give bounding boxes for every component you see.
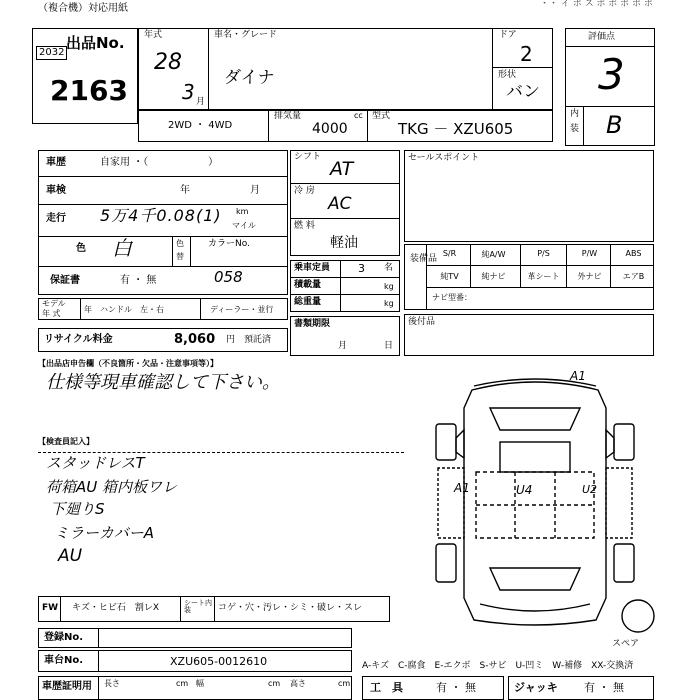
warranty-value: 有 ・ 無 bbox=[120, 275, 157, 286]
displacement-label: 排気量 bbox=[274, 111, 302, 121]
color-value: 白 bbox=[112, 236, 132, 260]
after-install-block bbox=[404, 314, 654, 356]
model-value: TKG － XZU605 bbox=[398, 120, 514, 138]
shift-value: AT bbox=[330, 158, 354, 180]
score-label: 評価点 bbox=[588, 32, 616, 42]
equipment-item: 純A/W bbox=[481, 250, 506, 259]
damage-legend: A-キズ C-腐食 E-エクボ S-サビ U-凹ミ W-補修 XX-交換済 bbox=[362, 661, 634, 671]
diagram-mark-top: A1 bbox=[570, 369, 586, 383]
score-value: 3 bbox=[598, 50, 625, 99]
inspection-label: 車検 bbox=[46, 185, 66, 196]
fuel-value: 軽油 bbox=[330, 235, 358, 251]
year-value: 28 bbox=[154, 50, 182, 75]
shape-value: バン bbox=[506, 82, 540, 102]
after-install-label: 後付品 bbox=[408, 317, 436, 327]
fw-label: FW bbox=[42, 603, 59, 613]
inspector-notes-label: 【検査員記入】 bbox=[38, 437, 94, 446]
name-label: 車名・グレード bbox=[214, 30, 278, 40]
fw-text: キズ・ヒビ石 割レX bbox=[72, 603, 159, 613]
mileage-value: 5万4千0.08(1) bbox=[100, 206, 222, 225]
jack-value: 有 ・ 無 bbox=[584, 681, 624, 694]
ac-label: 冷 房 bbox=[294, 186, 315, 196]
sales-point-block bbox=[404, 150, 654, 242]
equipment-item: エアB bbox=[622, 272, 645, 281]
header-partial-text: ・・ イ ポ ス ポ ポ ポ ポ ポ bbox=[540, 0, 653, 9]
diagram-mark-right: U2 bbox=[582, 483, 598, 496]
seat-text: コゲ・穴・汚レ・シミ・破レ・スレ bbox=[218, 603, 363, 613]
lot-label: 出品No. bbox=[66, 34, 125, 52]
capacity-value: 3 bbox=[358, 262, 365, 275]
color-code-label: カラーNo. bbox=[208, 239, 250, 249]
sales-point-label: セールスポイント bbox=[408, 153, 480, 163]
equipment-item: P/S bbox=[537, 249, 550, 258]
spare-label: スペア bbox=[612, 639, 640, 649]
recycle-status: 預託済 bbox=[244, 335, 272, 345]
car-name: ダイナ bbox=[224, 68, 275, 88]
displacement-value: 4000 bbox=[312, 121, 348, 137]
shape-label: 形状 bbox=[498, 70, 517, 80]
equipment-item: ABS bbox=[625, 249, 642, 258]
fuel-label: 燃 料 bbox=[294, 221, 315, 231]
inspector-line-4: ミラーカバーA bbox=[54, 524, 154, 542]
chassis-value: XZU605-0012610 bbox=[170, 655, 268, 668]
chassis-label: 車台No. bbox=[44, 655, 84, 666]
equipment-item: 外ナビ bbox=[577, 272, 602, 281]
capacity-label: 乗車定員 bbox=[294, 263, 331, 273]
lot-number: 2163 bbox=[50, 74, 128, 107]
jack-label: ジャッキ bbox=[514, 681, 558, 694]
mileage-label: 走行 bbox=[46, 213, 66, 224]
certificate-label: 車歴証明用 bbox=[42, 681, 92, 692]
color-code: 058 bbox=[214, 268, 243, 286]
recycle-value: 8,060 bbox=[174, 332, 216, 347]
diagram-mark-center: U4 bbox=[516, 483, 533, 497]
equipment-item: 純ナビ bbox=[481, 272, 506, 281]
drive-options: 2WD ・ 4WD bbox=[168, 120, 233, 131]
month-value: 3 bbox=[182, 80, 195, 104]
recycle-label: リサイクル料金 bbox=[44, 334, 113, 345]
equipment-item: 純TV bbox=[440, 272, 459, 281]
warranty-label: 保証書 bbox=[50, 275, 80, 286]
weight-label: 総重量 bbox=[294, 297, 322, 307]
navi-label: ナビ型番： bbox=[432, 293, 472, 302]
handle-options: ハンドル 左・右 bbox=[100, 305, 164, 314]
history-value: 自家用 ・（ ） bbox=[100, 157, 219, 168]
model-label: 型式 bbox=[372, 111, 391, 121]
seller-notes-text: 仕様等現車確認して下さい。 bbox=[46, 372, 280, 393]
lot-stamp: 2032 bbox=[36, 46, 67, 60]
car-damage-diagram bbox=[410, 368, 660, 638]
diagram-mark-left: A1 bbox=[454, 481, 470, 495]
equipment-label: 装備品 bbox=[410, 254, 438, 264]
shift-label: シフト bbox=[294, 152, 322, 162]
inspector-line-1: スタッドレスT bbox=[46, 454, 145, 472]
inspector-line-2: 荷箱AU 箱内板ワレ bbox=[46, 478, 178, 496]
form-header: （複合機）対応用紙 bbox=[38, 3, 128, 14]
tools-value: 有 ・ 無 bbox=[436, 681, 476, 694]
inspector-line-5: AU bbox=[58, 546, 83, 566]
equipment-item: 革シート bbox=[527, 272, 560, 281]
ac-value: AC bbox=[328, 194, 352, 214]
color-label: 色 bbox=[76, 243, 86, 254]
tools-label: 工 具 bbox=[370, 681, 403, 694]
door-label: ドア bbox=[499, 30, 517, 40]
history-label: 車歴 bbox=[46, 157, 66, 168]
registration-label: 登録No. bbox=[44, 632, 84, 643]
registration-row bbox=[38, 628, 352, 648]
deadline-label: 書類期限 bbox=[294, 319, 331, 329]
dealer-options: ディーラー・並行 bbox=[210, 305, 274, 314]
equipment-item: S/R bbox=[442, 249, 457, 258]
equipment-item: P/W bbox=[581, 249, 598, 258]
inspector-line-3: 下廻りS bbox=[50, 500, 105, 518]
seller-notes-label: 【出品店申告欄（不良箇所・欠品・注意事項等）】 bbox=[38, 359, 218, 368]
interior-score: B bbox=[606, 111, 623, 139]
seat-label: シート内装 bbox=[184, 599, 212, 614]
load-label: 積載量 bbox=[294, 280, 322, 290]
door-value: 2 bbox=[520, 42, 533, 66]
year-label: 年式 bbox=[144, 30, 163, 40]
